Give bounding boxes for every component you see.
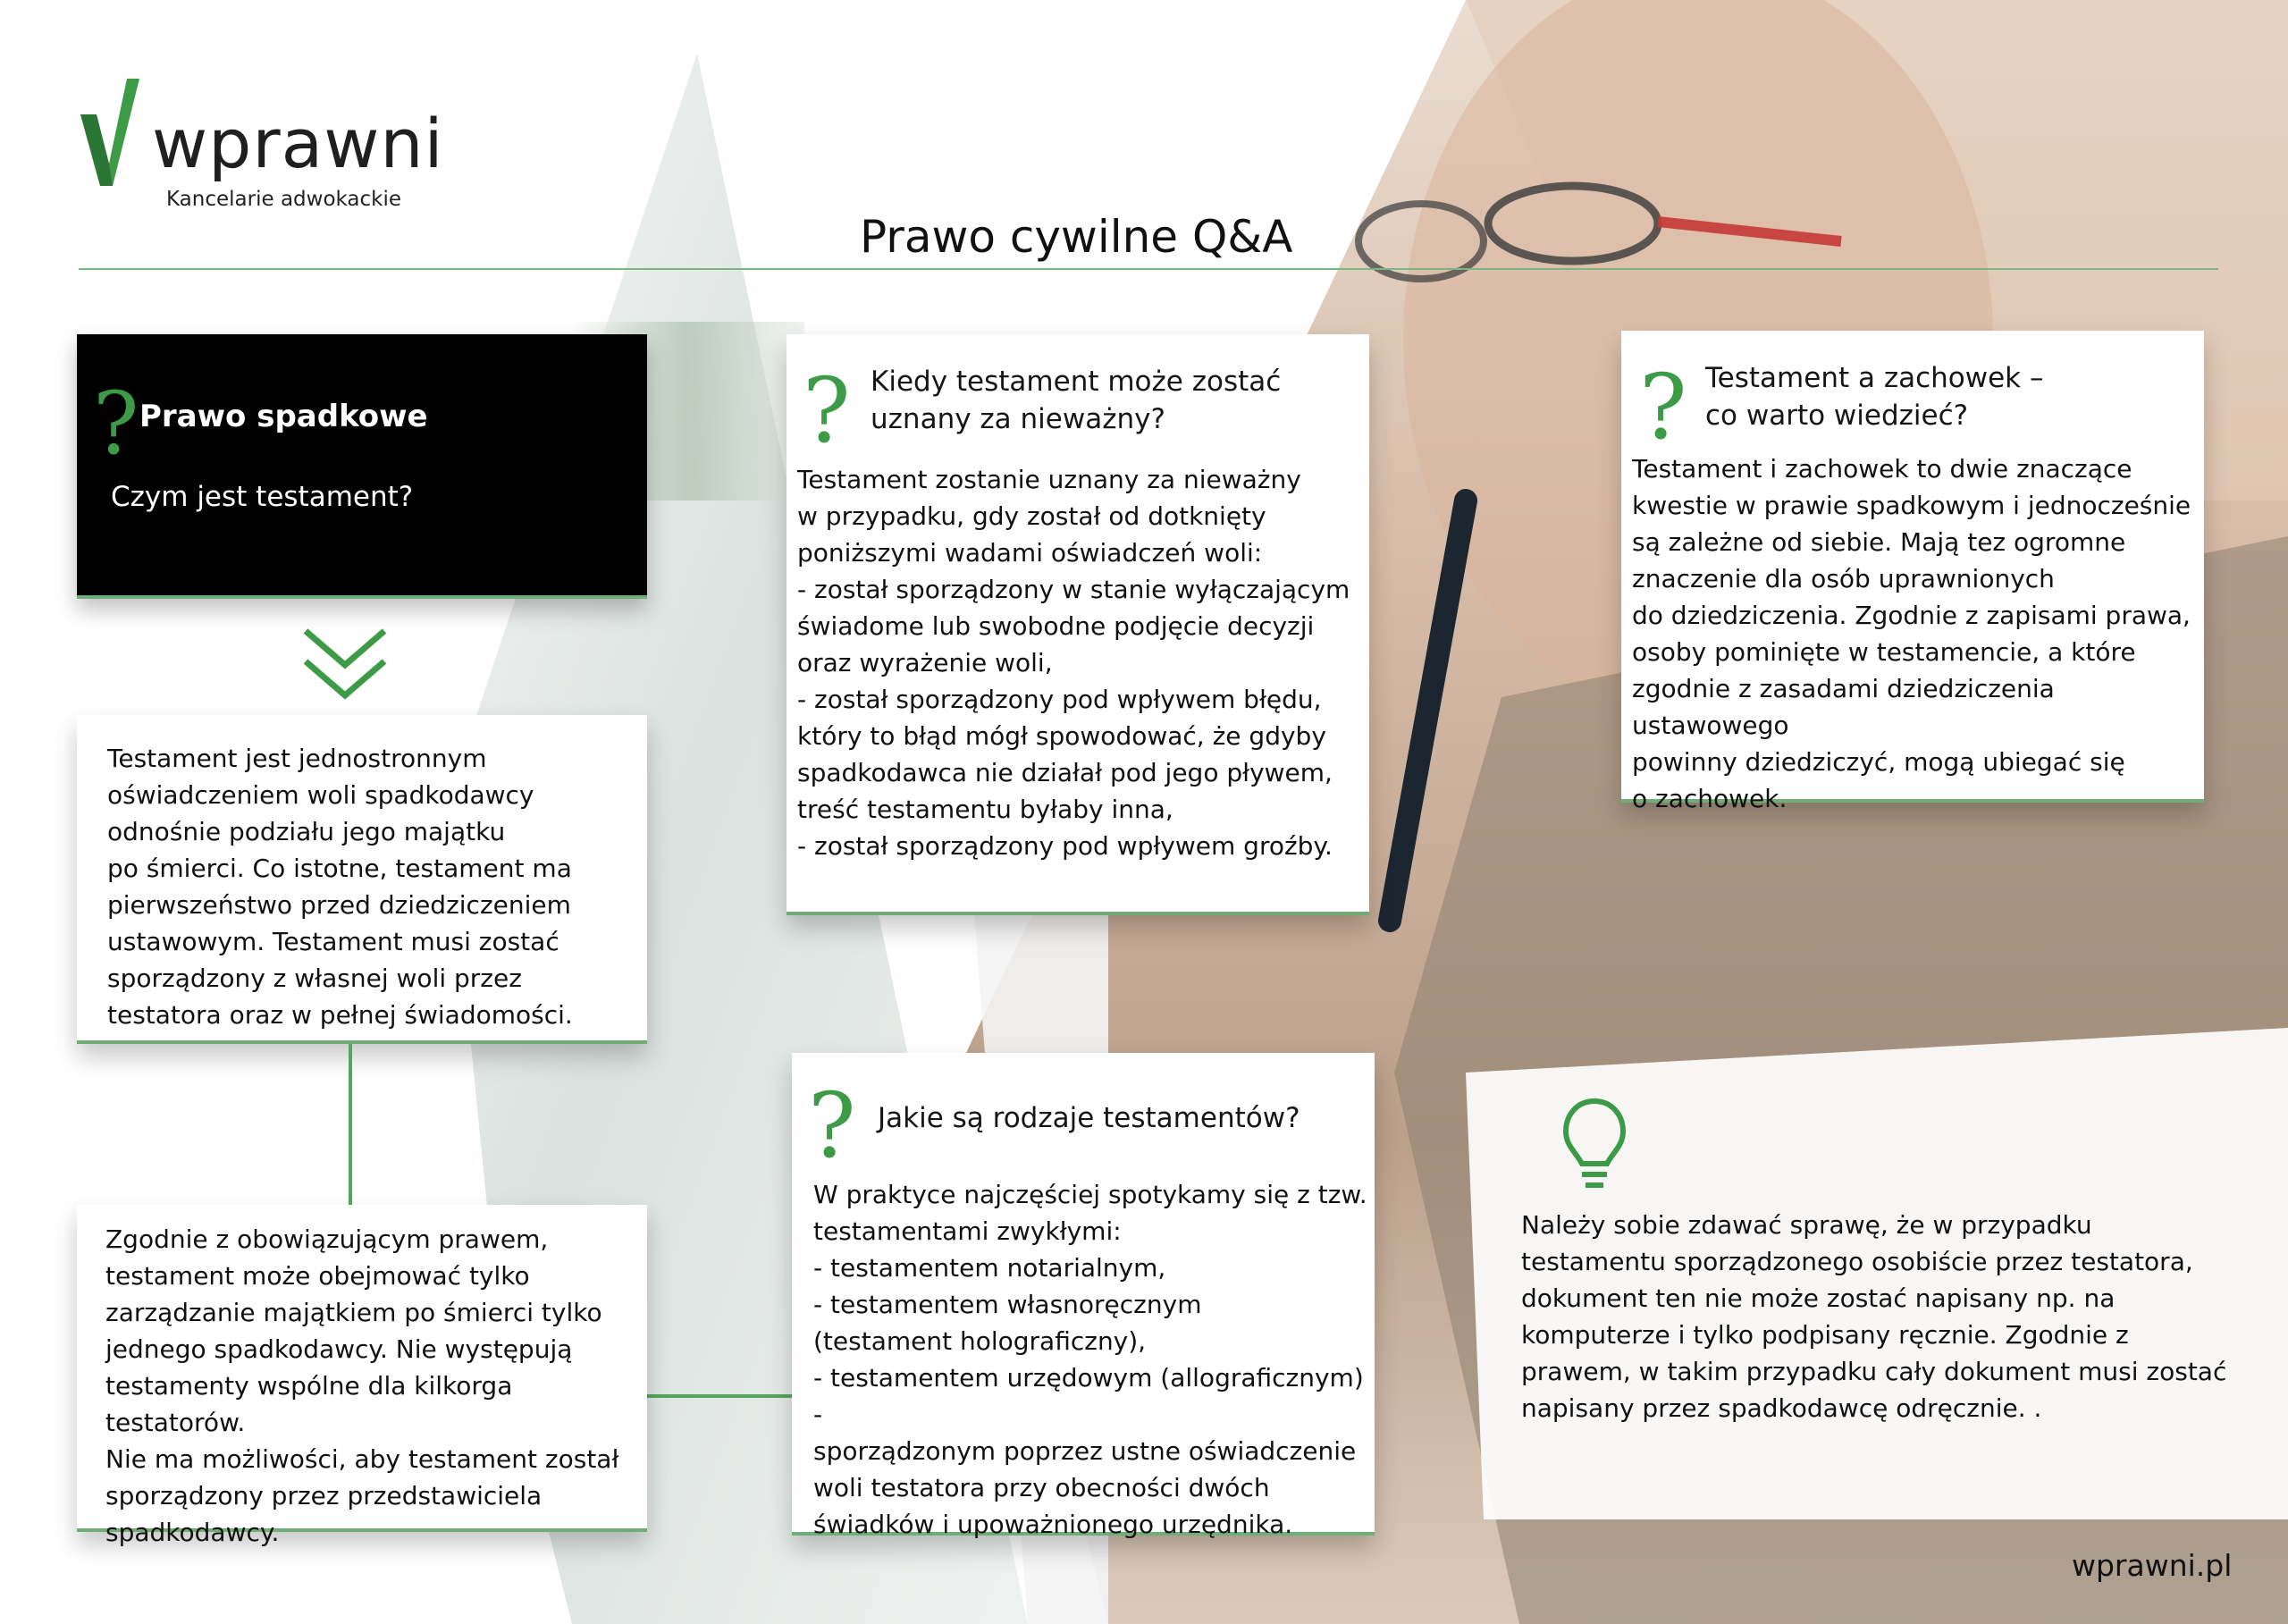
testament-types-card	[792, 1053, 1375, 1539]
reserved-text: Testament i zachowek to dwie znaczące kwestie w prawie spadkowym i jednocześnie są zależne od siebie. Mają tez ogromne znaczenie dla osób uprawnionych do dziedziczenia. Zgodnie z zapisami prawa, osoby pominięte w testamencie, a które zgodnie z zasadami dziedziczenia ustawowego powinny dziedziczyć, mogą ubiegać się o zachowek.	[1632, 454, 2191, 813]
footer-url-link[interactable]: wprawni.pl	[2072, 1548, 2233, 1583]
double-chevron-down-icon	[302, 626, 388, 703]
header-divider	[79, 268, 2218, 270]
invalid-title-line2: uznany za nieważny?	[871, 403, 1165, 435]
intro-card	[77, 334, 647, 599]
connector-vertical	[349, 1044, 352, 1205]
invalid-title-line1: Kiedy testament może zostać	[871, 366, 1282, 398]
reserved-title-line2: co warto wiedzieć?	[1705, 400, 1969, 432]
single-testator-card	[77, 1205, 647, 1547]
question-mark-icon: ?	[93, 374, 139, 474]
logo-check-icon	[80, 79, 143, 186]
page-title: Prawo cywilne Q&A	[860, 211, 1293, 263]
intro-heading: Prawo spadkowe	[139, 399, 428, 434]
question-mark-icon: ?	[808, 1073, 856, 1178]
logo-tagline: Kancelarie adwokackie	[166, 188, 402, 211]
logo-wordmark: wprawni	[152, 104, 444, 183]
invalid-text: Testament zostanie uznany za nieważny w przypadku, gdy został od dotknięty poniższymi wadami oświadczeń woli: - został sporządzony w stanie wyłączającym świadome lub swobodne podjęcie decyzji oraz wyrażenie woli, - został sporządzony pod wpływem błędu, który to błąd mógł spowodować, że gdyby spadkodawca nie działał pod jego pływem, treść testamentu byłaby inna, - został sporządzony pod wpływem groźby.	[797, 465, 1350, 861]
reserved-portion-card	[1621, 331, 2204, 813]
types-text: W praktyce najczęściej spotykamy się z tzw. testamentami zwykłymi: - testamentem notarialnym, - testamentem własnoręcznym (testament holograficzny), - testamentem urzędowym (allograficznym) - sporządzonym poprzez ustne oświadczenie woli testatora przy obecności dwóch świadków i upoważnionego urzędnika.	[813, 1180, 1367, 1539]
reserved-title-line1: Testament a zachowek –	[1705, 362, 2044, 394]
question-mark-icon: ?	[803, 358, 851, 463]
single-testator-text: Zgodnie z obowiązującym prawem, testament może obejmować tylko zarządzanie majątkiem po śmierci tylko jednego spadkodawcy. Nie występują testamenty wspólne dla kilkorga testatorów. Nie ma możliwości, aby testament został sporządzony przez przedstawiciela spadkodawcy.	[105, 1224, 619, 1547]
brand-logo[interactable]	[80, 72, 444, 223]
definition-text: Testament jest jednostronnym oświadczeniem woli spadkodawcy odnośnie podziału jego majątku po śmierci. Co istotne, testament ma pierwszeństwo przed dziedziczeniem ustawowym. Testament musi zostać sporządzony z własnej woli przez testatora oraz w pełnej świadomości.	[107, 744, 573, 1030]
tip-text: Należy sobie zdawać sprawę, że w przypadku testamentu sporządzonego osobiście przez testatora, dokument ten nie może zostać napisany np. na komputerze i tylko podpisany ręcznie. Zgodnie z prawem, w takim przypadku cały dokument musi zostać napisany przez spadkodawcę odręcznie. .	[1521, 1210, 2227, 1423]
lightbulb-icon	[1562, 1098, 1627, 1196]
connector-horizontal	[647, 1394, 795, 1398]
definition-card	[77, 715, 647, 1044]
types-title: Jakie są rodzaje testamentów?	[878, 1102, 1300, 1134]
invalid-testament-card	[786, 334, 1369, 915]
intro-subheading: Czym jest testament?	[111, 481, 414, 513]
question-mark-icon: ?	[1639, 355, 1687, 459]
